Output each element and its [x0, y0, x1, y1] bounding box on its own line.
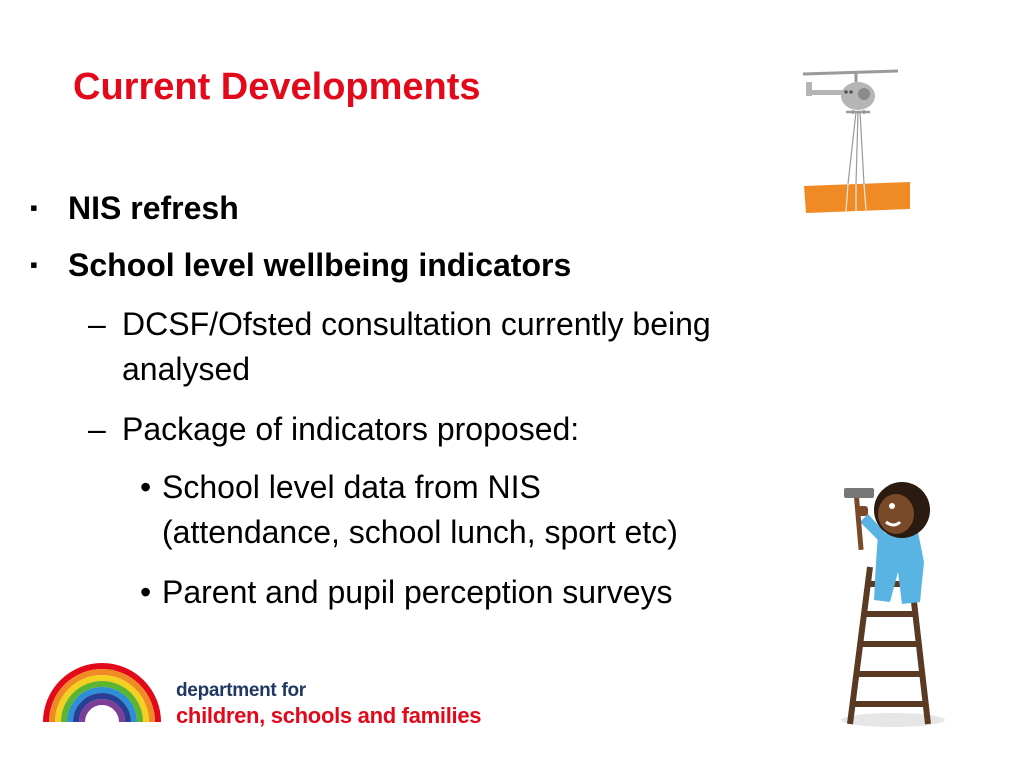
square-bullet-icon: ▪: [30, 252, 38, 277]
square-bullet-icon: ▪: [30, 195, 38, 220]
logo-department-for: department for: [176, 680, 306, 701]
sub-sub-bullet-text: Parent and pupil perception surveys: [162, 574, 673, 610]
helicopter-icon: [798, 66, 918, 216]
sub-bullet-text: DCSF/Ofsted consultation currently being: [122, 306, 711, 342]
ladder-boy-icon: [828, 462, 968, 732]
dash-bullet-icon: –: [88, 306, 106, 342]
sub-sub-bullet-text: School level data from NIS: [162, 469, 541, 505]
logo-children-schools-families: children, schools and families: [176, 703, 482, 728]
bullet-text: NIS refresh: [68, 190, 239, 226]
dash-bullet-icon: –: [88, 411, 106, 447]
bullet-wellbeing-indicators: [30, 245, 571, 285]
sub-sub-bullet-text-cont: (attendance, school lunch, sport etc): [162, 514, 678, 550]
dot-bullet-icon: •: [140, 574, 152, 610]
bullet-nis-refresh: [30, 188, 239, 228]
sub-bullet-text: Package of indicators proposed:: [122, 411, 580, 447]
rainbow-logo-icon: [40, 662, 164, 726]
slide-title: Current Developments: [73, 66, 481, 108]
bullet-text: School level wellbeing indicators: [68, 247, 572, 283]
dot-bullet-icon: •: [140, 469, 152, 505]
sub-bullet-text-cont: analysed: [122, 351, 251, 387]
